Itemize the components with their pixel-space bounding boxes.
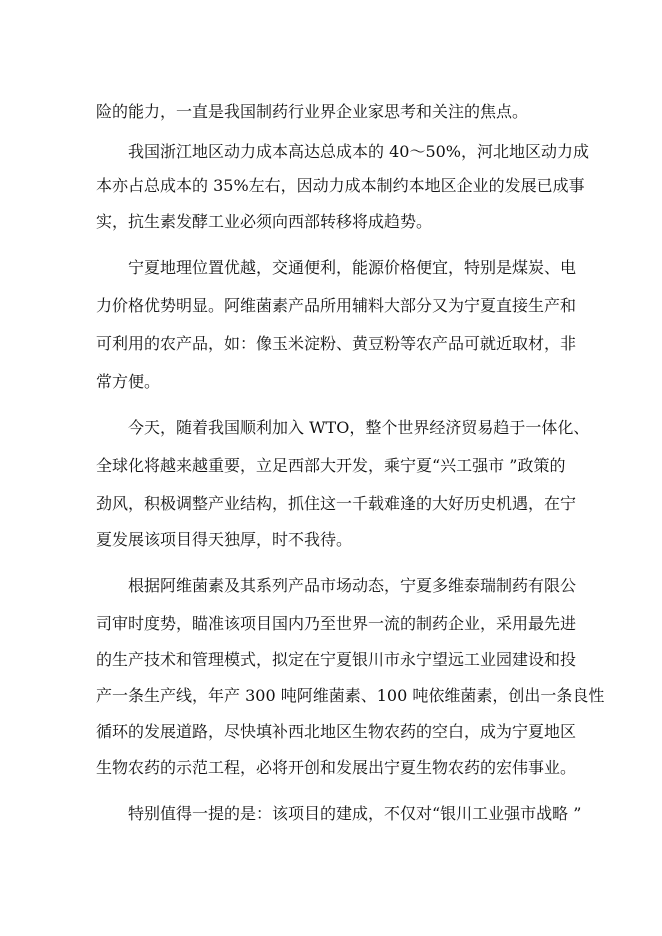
text-line: 宁夏地理位置优越，交通便利，能源价格便宜，特别是煤炭、电	[128, 258, 577, 277]
text-line: 可利用的农产品，如：像玉米淀粉、黄豆粉等农产品可就近取材，非	[96, 334, 577, 353]
text-line: 我国浙江地区动力成本高达总成本的 40～50%，河北地区动力成	[128, 142, 590, 161]
text-line: 的生产技术和管理模式，拟定在宁夏银川市永宁望远工业园建设和投	[96, 650, 577, 669]
text-line: 生物农药的示范工程，必将开创和发展出宁夏生物农药的宏伟事业。	[96, 758, 577, 777]
text-line: 力价格优势明显。阿维菌素产品所用辅料大部分又为宁夏直接生产和	[96, 296, 577, 315]
text-line: 特别值得一提的是：该项目的建成，不仅对“银川工业强市战略 ”	[128, 804, 582, 823]
text-line: 实，抗生素发酵工业必须向西部转移将成趋势。	[96, 212, 433, 231]
text-line: 产一条生产线，年产 300 吨阿维菌素、100 吨依维菌素，创出一条良性	[96, 686, 605, 705]
text-line: 司审时度势，瞄准该项目国内乃至世界一流的制药企业，采用最先进	[96, 614, 577, 633]
text-line: 根据阿维菌素及其系列产品市场动态，宁夏多维泰瑞制药有限公	[128, 576, 577, 595]
text-line: 循环的发展道路，尽快填补西北地区生物农药的空白，成为宁夏地区	[96, 722, 577, 741]
text-line: 险的能力，一直是我国制药行业界企业家思考和关注的焦点。	[96, 102, 529, 121]
text-line: 本亦占总成本的 35%左右，因动力成本制约本地区企业的发展已成事	[96, 176, 585, 195]
text-line: 今天，随着我国顺利加入 WTO，整个世界经济贸易趋于一体化、	[128, 418, 590, 437]
text-line: 夏发展该项目得天独厚，时不我待。	[96, 530, 353, 549]
text-line: 全球化将越来越重要，立足西部大开发，乘宁夏“兴工强市 ”政策的	[96, 456, 566, 475]
text-line: 常方便。	[96, 372, 161, 391]
text-line: 劲风，积极调整产业结构，抓住这一千载难逢的大好历史机遇，在宁	[96, 494, 577, 513]
